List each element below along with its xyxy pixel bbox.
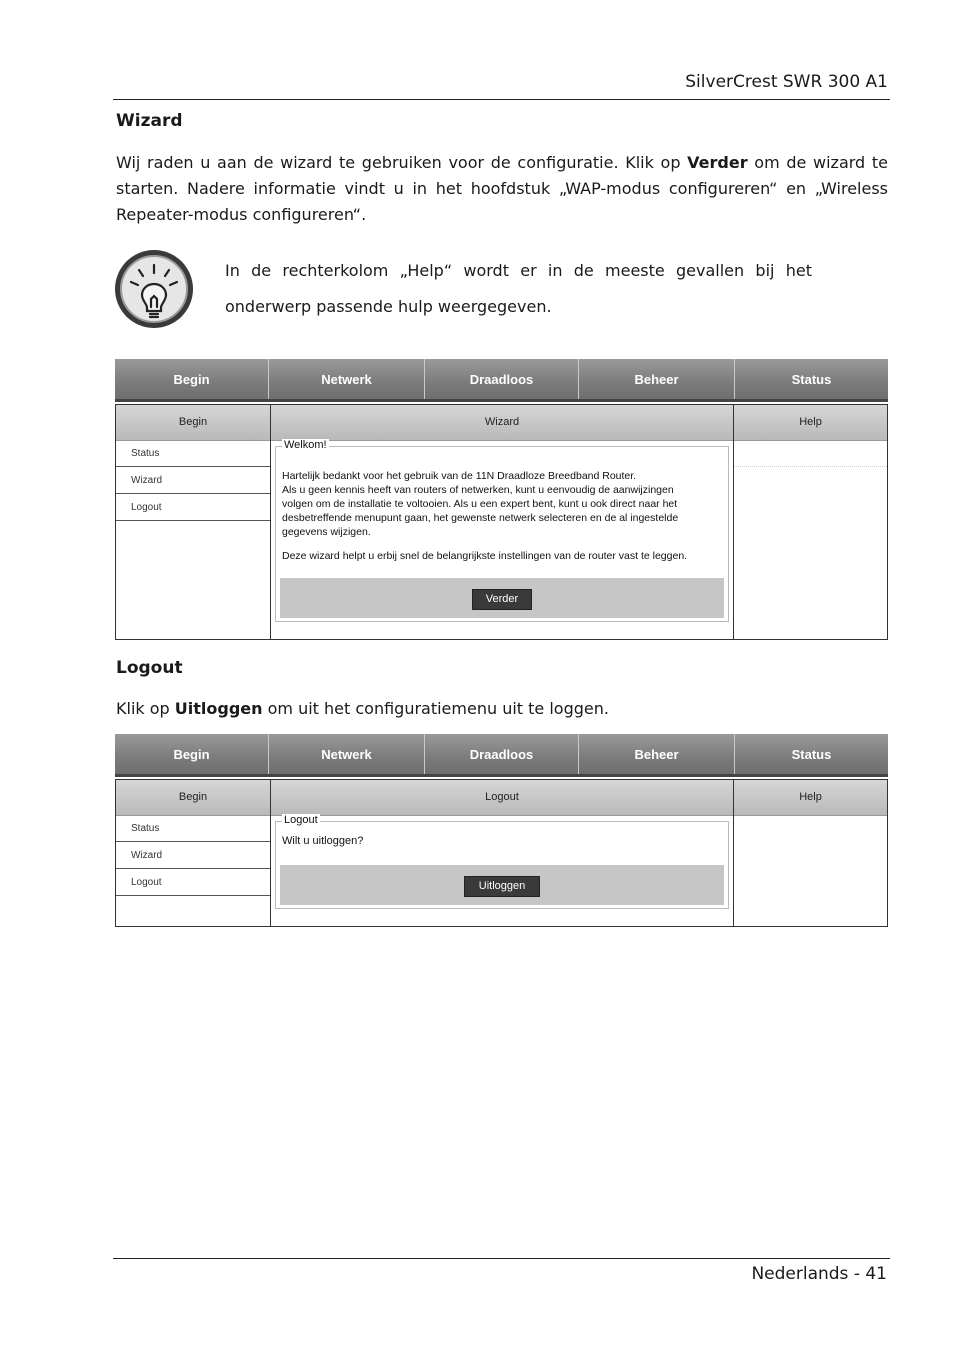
nav-beheer[interactable]: Beheer	[579, 734, 735, 774]
sidebar	[115, 404, 271, 640]
help-heading: Help	[734, 780, 887, 816]
nav-beheer[interactable]: Beheer	[579, 359, 735, 399]
verder-button[interactable]: Verder	[472, 589, 532, 610]
sidebar-item-logout[interactable]: Logout	[116, 870, 270, 896]
footer-rule	[113, 1258, 890, 1259]
top-navigation	[115, 359, 888, 402]
main-heading: Wizard	[271, 405, 733, 441]
sidebar	[115, 779, 271, 927]
page-footer: Nederlands - 41	[751, 1264, 887, 1284]
wizard-para-text-1: Wij raden u aan de wizard te gebruiken voor de configuratie. Klik op	[116, 153, 688, 172]
sidebar-heading: Begin	[116, 405, 270, 441]
main-panel	[270, 404, 734, 640]
welcome-line-1: Hartelijk bedankt voor het gebruik van de 11N Draadloze Breedband Router.	[282, 470, 637, 482]
welcome-line-4: desbetreffende menupunt gaan, het gewenste netwerk selecteren en de al ingestelde	[282, 512, 679, 524]
nav-begin[interactable]: Begin	[115, 359, 269, 399]
main-panel	[270, 779, 734, 927]
top-navigation	[115, 734, 888, 777]
logout-para-bold: Uitloggen	[174, 699, 263, 718]
nav-netwerk[interactable]: Netwerk	[269, 359, 425, 399]
wizard-para-text-2: om de wizard te starten. Nadere informatie vindt u in het hoofdstuk „WAP-modus configureren“ en „Wireless Repeater-modus configureren“.	[116, 153, 888, 224]
nav-draadloos[interactable]: Draadloos	[425, 359, 579, 399]
logout-heading: Logout	[116, 658, 183, 678]
welcome-fieldset	[275, 439, 729, 622]
welcome-line-2: Als u geen kennis heeft van routers of netwerken, kunt u eenvoudig de aanwijzingen	[282, 484, 674, 496]
logout-para-text-1: Klik op	[116, 699, 175, 718]
header-rule	[113, 99, 890, 100]
help-divider	[734, 466, 887, 467]
nav-draadloos[interactable]: Draadloos	[425, 734, 579, 774]
help-heading: Help	[734, 405, 887, 441]
welcome-line-5: gegevens wijzigen.	[282, 526, 371, 538]
wizard-router-ui	[115, 359, 888, 640]
wizard-paragraph	[116, 150, 888, 228]
sidebar-item-status[interactable]: Status	[116, 441, 270, 467]
main-heading: Logout	[271, 780, 733, 816]
logout-question: Wilt u uitloggen?	[282, 835, 364, 847]
running-header: SilverCrest SWR 300 A1	[685, 72, 888, 92]
sidebar-item-wizard[interactable]: Wizard	[116, 468, 270, 494]
nav-status[interactable]: Status	[791, 372, 832, 387]
logout-router-ui	[115, 734, 888, 927]
nav-begin[interactable]: Begin	[115, 734, 269, 774]
logout-fieldset	[275, 814, 729, 909]
welcome-line-3: volgen om de installatie te voltooien. Als u een expert bent, kunt u ook direct naar het	[282, 498, 678, 510]
welcome-line-6: Deze wizard helpt u erbij snel de belangrijkste instellingen van de router vast te leggen.	[282, 550, 688, 562]
help-panel	[733, 404, 888, 640]
nav-netwerk[interactable]: Netwerk	[269, 734, 425, 774]
nav-status[interactable]: Status	[791, 747, 832, 762]
sidebar-heading: Begin	[116, 780, 270, 816]
wizard-para-bold: Verder	[687, 153, 748, 172]
uitloggen-button[interactable]: Uitloggen	[464, 876, 540, 897]
welcome-legend: Welkom!	[284, 439, 327, 451]
help-panel	[733, 779, 888, 927]
wizard-heading: Wizard	[116, 111, 183, 131]
lightbulb-icon	[113, 248, 195, 330]
sidebar-item-wizard[interactable]: Wizard	[116, 843, 270, 869]
logout-legend: Logout	[284, 814, 318, 826]
sidebar-item-logout[interactable]: Logout	[116, 495, 270, 521]
sidebar-item-status[interactable]: Status	[116, 816, 270, 842]
logout-para-text-2: om uit het configuratiemenu uit te loggen.	[262, 699, 609, 718]
logout-paragraph	[116, 696, 888, 722]
help-tip: In de rechterkolom „Help“ wordt er in de meeste gevallen bij het onderwerp passende hulp weergegeven.	[225, 261, 812, 316]
